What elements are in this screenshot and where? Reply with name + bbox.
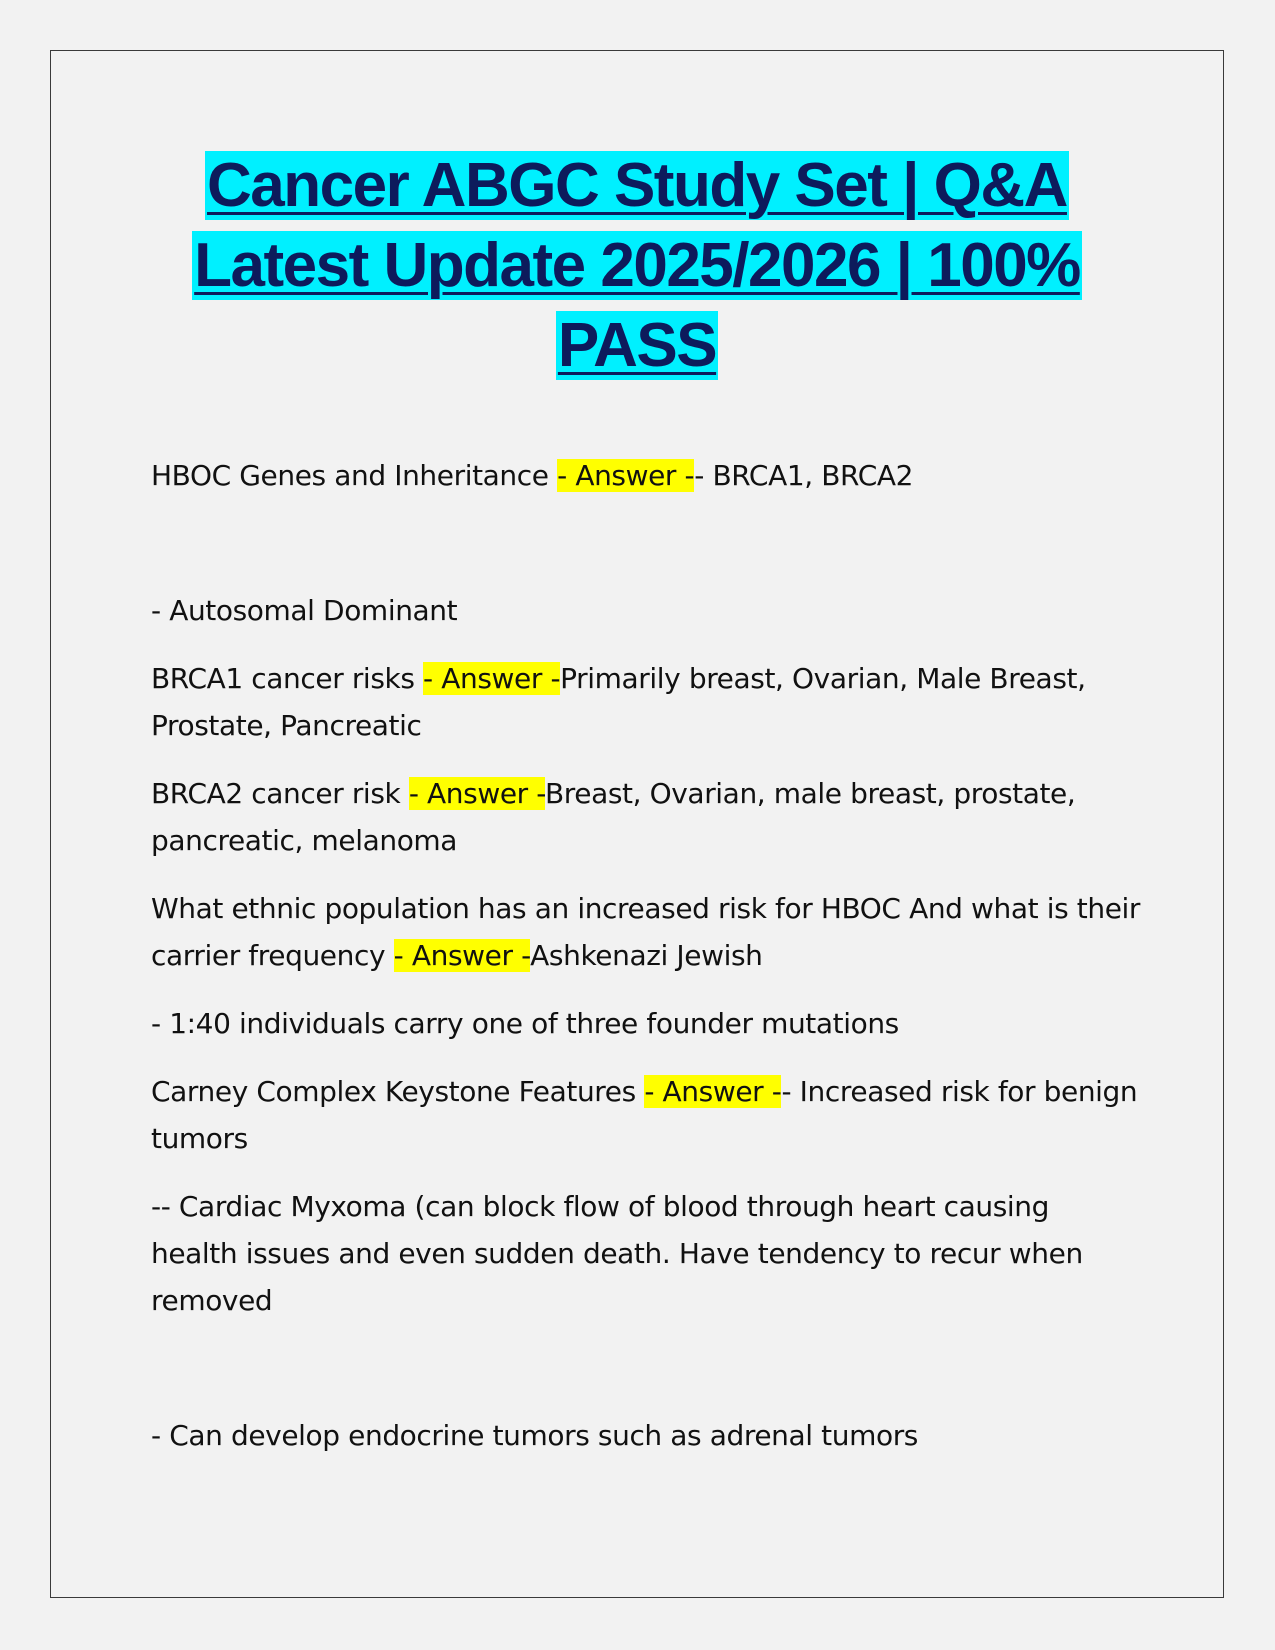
note-founder-mutations: - 1:40 individuals carry one of three founder mutations	[151, 1007, 899, 1040]
qa-content	[151, 452, 1141, 1459]
answer-text: - Increased risk for benign tumors	[151, 1075, 1138, 1155]
question-text: BRCA2 cancer risk	[151, 777, 409, 810]
answer-text: Breast, Ovarian, male breast, prostate, pancreatic, melanoma	[151, 777, 1076, 857]
note-endocrine-tumors: - Can develop endocrine tumors such as adrenal tumors	[151, 1419, 918, 1452]
question-text: HBOC Genes and Inheritance	[151, 459, 558, 492]
document-title	[51, 146, 1223, 386]
question-text: Carney Complex Keystone Features	[151, 1075, 645, 1108]
answer-marker: - Answer -	[393, 939, 531, 972]
answer-marker: - Answer -	[644, 1075, 782, 1108]
qa-item-brca2-risk	[151, 770, 1141, 864]
qa-item-hboc-genes	[151, 452, 1141, 499]
note-cardiac-myxoma: -- Cardiac Myxoma (can block flow of blood through heart causing health issues and even sudden death. Have tendency to recur when removed	[151, 1190, 1083, 1317]
title-line-3: PASS	[557, 311, 717, 380]
title-line-1: Cancer ABGC Study Set | Q&A	[207, 151, 1067, 220]
answer-marker: - Answer -	[408, 777, 545, 810]
answer-marker: - Answer -	[423, 662, 561, 695]
qa-item-carney-complex	[151, 1068, 1141, 1162]
answer-marker: - Answer -	[557, 459, 695, 492]
answer-text: - BRCA1, BRCA2	[694, 459, 914, 492]
note-autosomal-dominant: - Autosomal Dominant	[151, 594, 458, 627]
qa-item-brca1-risks	[151, 655, 1141, 749]
question-text: BRCA1 cancer risks	[151, 662, 424, 695]
question-text: What ethnic population has an increased risk for HBOC And what is their carrier frequency	[151, 892, 1141, 972]
answer-text: Primarily breast, Ovarian, Male Breast, Prostate, Pancreatic	[151, 662, 1086, 742]
qa-item-ethnic-population	[151, 885, 1141, 979]
title-line-2: Latest Update 2025/2026 | 100%	[194, 231, 1080, 300]
answer-text: Ashkenazi Jewish	[530, 939, 763, 972]
